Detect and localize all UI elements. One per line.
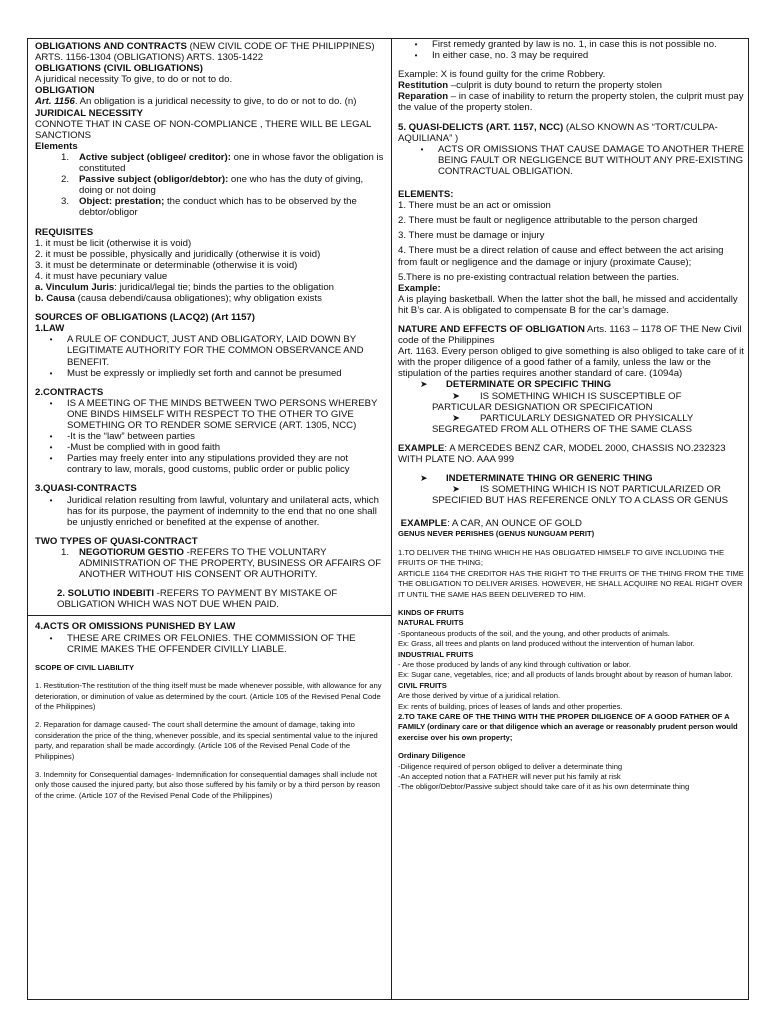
list-item (57, 152, 385, 174)
natural-2: Ex: Grass, all trees and plants on land produced without the intervention of human labor. (398, 639, 695, 649)
reparation (398, 91, 744, 113)
example-gold-text: : A CAR, AN OUNCE OF GOLD (447, 518, 582, 530)
natural-heading: NATURAL FRUITS (398, 618, 464, 628)
list-text (79, 174, 385, 196)
restitution (398, 80, 744, 91)
bullet-text: Parties may freely enter into any stipulations provided they are not contrary to law, morals, good customs, public order or public policy (67, 453, 350, 476)
juridical-necessity-heading: JURIDICAL NECESSITY (35, 107, 144, 119)
element-item: 5.There is no pre-existing contractual relation between the parties. (398, 271, 680, 283)
juridical-definition: A juridical necessity To give, to do or not to do. (35, 74, 233, 86)
art-1163: Art. 1163. Every person obliged to give something is also obliged to take care of it with the proper diligence of a good father of a family, unless the law or the stipulation of the parties requires another standard of care. (1094a) (398, 346, 744, 380)
industrial-heading: INDUSTRIAL FRUITS (398, 649, 474, 659)
example-basketball: A is playing basketball. When the latter shot the ball, he missed and accidentally hit B’s car. A is obligated to compensate B for the car’s damage. (398, 293, 738, 316)
intro-paragraph (35, 41, 385, 63)
quasi-delicts (398, 122, 744, 144)
intro-title: OBLIGATIONS AND CONTRACTS (35, 41, 187, 52)
restitution-label: Restitution (398, 80, 449, 92)
bullet-item (35, 633, 385, 655)
ordinary-heading: Ordinary Diligence (398, 751, 466, 761)
nature-effects (398, 324, 744, 346)
intro-paren2: (OBLIGATIONS) ARTS. 1305-1422 (113, 52, 264, 64)
elements-heading: Elements (35, 140, 78, 152)
requisite-item: 1. it must be licit (otherwise it is void) (35, 237, 192, 249)
bullet-icon: • (49, 432, 53, 442)
bullet-text: Juridical relation resulting from lawful, voluntary and unilateral acts, which has for its purpose, the payment of indemnity to the end that no one shall be unjustly enriched or benefited at the expense of another. (67, 494, 379, 528)
industrial-2: Ex: Sugar cane, vegetables, rice; and all products of lands brought about by reason of human labor. (398, 670, 733, 680)
contracts-heading: 2.CONTRACTS (35, 386, 104, 398)
reparation-label: Reparation (398, 91, 449, 103)
vinculum-juris (35, 282, 385, 293)
example-car-label: EXAMPLE (398, 442, 445, 454)
list-label: Passive subject (obligor/debtor): (79, 174, 229, 186)
solutio-indebiti (35, 588, 385, 610)
bullet-item (398, 39, 744, 50)
quasi-contracts-heading: 3.QUASI-CONTRACTS (35, 483, 137, 495)
section-divider (28, 615, 391, 616)
elements-heading: ELEMENTS: (398, 189, 454, 201)
list-number: 1. (61, 151, 70, 163)
civil-heading: CIVIL FRUITS (398, 680, 447, 690)
list-text (79, 196, 385, 218)
reparation-text: – in case of inability to return the property stolen, the culprit must pay the value of the property stolen. (398, 91, 744, 114)
example-crime: Example: X is found guilty for the crime Robbery. (398, 69, 606, 81)
vinculum-label: a. Vinculum Juris (35, 281, 115, 293)
determinate-heading: DETERMINATE OR SPECIFIC THING (446, 379, 612, 391)
civil-obligations-heading: OBLIGATIONS (CIVIL OBLIGATIONS) (35, 63, 203, 75)
acts-heading: 4.ACTS OR OMISSIONS PUNISHED BY LAW (35, 621, 236, 633)
list-label: Active subject (obligee/ creditor): (79, 151, 231, 163)
law-heading: 1.LAW (35, 323, 65, 335)
example-heading: Example: (398, 282, 441, 294)
genus-heading: GENUS NEVER PERISHES (GENUS NUNGUAM PERIT) (398, 529, 595, 539)
list-number: 3. (61, 196, 70, 208)
arrow-icon: ➤ (420, 379, 428, 390)
natural-1: -Spontaneous products of the soil, and the young, and other products of animals. (398, 628, 670, 638)
nature-heading: NATURE AND EFFECTS OF OBLIGATION (398, 323, 585, 335)
determinate-b2 (398, 413, 744, 435)
causa (35, 293, 385, 304)
elements-list (35, 152, 385, 219)
causa-text: (causa debendi/causa obligationes); why obligation exists (75, 293, 322, 305)
list-item (57, 174, 385, 196)
bullet-text: In either case, no. 3 may be required (432, 50, 589, 62)
solutio-label: 2. SOLUTIO INDEBITI (57, 588, 155, 600)
art-1156-label: Art. 1156 (35, 96, 75, 108)
quasi-delicts-heading: 5. QUASI-DELICTS (ART. 1157, NCC) (398, 121, 564, 133)
art-1156 (35, 96, 385, 107)
element-item: 4. There must be a direct relation of cause and effect between the act arising from fault or negligence and the damage or injury (proximate Cause); (398, 245, 724, 268)
requisite-item: 2. it must be possible, physically and juridically (otherwise it is void) (35, 248, 321, 260)
element-item: 2. There must be fault or negligence attributable to the person charged (398, 215, 698, 227)
element-item: 3. There must be damage or injury (398, 230, 545, 242)
document-page (27, 38, 749, 1000)
scope-heading: SCOPE OF CIVIL LIABILITY (35, 662, 135, 672)
scope-item: 3. Indemnity for Consequential damages- Indemnification for consequential damages shall include not only those caused the injured party, but also those suffered by his family or by a third person by reason of the crime. (Article 107 of the Revised Penal Code of the Philippines) (35, 769, 381, 800)
kinds-heading: KINDS OF FRUITS (398, 607, 464, 617)
bullet-icon: • (49, 398, 53, 408)
negotiorum-text: -REFERS TO THE VOLUNTARY ADMINISTRATION OF THE PROPERTY, BUSINESS OR AFFAIRS OF ANOTHER WITHOUT HIS CONSENT OR AUTHORITY. (79, 546, 382, 581)
example-gold (398, 518, 744, 529)
determinate-b2-text: PARTICULARLY DESIGNATED OR PHYSICALLY SEGREGATED FROM ALL OTHERS OF THE SAME CLASS (432, 412, 694, 435)
arrow-item (398, 473, 744, 484)
left-column (28, 39, 392, 999)
bullet-text: -Must be complied with in good faith (67, 442, 221, 454)
deliver-1: 1.TO DELIVER THE THING WHICH HE HAS OBLIGATED HIMSELF TO GIVE INCLUDING THE FRUITS OF THE THING; (398, 547, 725, 568)
juridical-necessity-text: CONNOTE THAT IN CASE OF NON-COMPLIANCE , THERE WILL BE LEGAL SANCTIONS (35, 118, 372, 141)
bullet-text: -It is the “law” between parties (67, 431, 195, 443)
list-item (35, 547, 385, 580)
example-car-text: : A MERCEDES BENZ CAR, MODEL 2000, CHASSIS NO.232323 WITH PLATE NO. AAA 999 (398, 442, 726, 465)
element-item: 1. There must be an act or omission (398, 200, 551, 212)
list-number: 1. (61, 546, 70, 558)
bullet-icon: • (49, 633, 53, 643)
art-1156-text: . An obligation is a juridical necessity to give, to do or not to do. (n) (74, 96, 357, 108)
list-text (79, 547, 385, 580)
bullet-item (35, 453, 385, 475)
deliver-article: ARTICLE 1164 THE CREDITOR HAS THE RIGHT TO THE FRUITS OF THE THING FROM THE TIME THE OBLIGATION TO DELIVER ARISES. HOWEVER, HE SHALL ACQUIRE NO REAL RIGHT OVER IT UNTIL THE SAME HAS BEEN DELIVERED TO HIM. (398, 568, 744, 599)
bullet-icon: • (49, 368, 53, 378)
scope-item: 1. Restitution-The restitution of the thing itself must be made whenever possible, with allowance for any deterioration, or diminution of value as determined by the court. (Article 105 of the Revised Penal Code of the Philippines) (35, 681, 382, 711)
bullet-item (35, 442, 385, 453)
arrow-icon: ➤ (451, 484, 461, 496)
take-care: 2.TO TAKE CARE OF THE THING WITH THE PROPER DILIGENCE OF A GOOD FATHER OF A FAMILY (ordinary care or that diligence which an average or reasonably prudent person would exercise over his own property; (398, 711, 738, 742)
civil-1: Are those derived by virtue of a juridical relation. (398, 691, 561, 701)
bullet-icon: • (49, 454, 53, 464)
intro-paren: (NEW CIVIL CODE OF THE PHILIPPINES) ARTS. 1156-1304 (35, 41, 375, 64)
nature-text: Arts. 1163 – 1178 OF THE New Civil code of the Philippines (398, 323, 742, 347)
bullet-text: A RULE OF CONDUCT, JUST AND OBLIGATORY, LAID DOWN BY LEGITIMATE AUTHORITY FOR THE COMMON OBSERVANCE AND BENEFIT. (67, 334, 364, 368)
determinate-b1 (398, 391, 744, 413)
ordinary-3: -The obligor/Debtor/Passive subject should take care of it as his own determinate thing (398, 782, 690, 792)
list-desc: one in whose favor the obligation is constituted (79, 151, 384, 175)
bullet-text: IS A MEETING OF THE MINDS BETWEEN TWO PERSONS WHEREBY ONE BINDS HIMSELF WITH RESPECT TO THE OTHER TO GIVE SOMETHING OR TO RENDER SOME SERVICE (ART. 1305, NCC) (67, 397, 378, 431)
bullet-item (398, 50, 744, 61)
sources-heading: SOURCES OF OBLIGATIONS (LACQ2) (Art 1157) (35, 312, 255, 324)
bullet-text: THESE ARE CRIMES OR FELONIES. THE COMMISSION OF THE CRIME MAKES THE OFFENDER CIVILLY LIABLE. (67, 632, 356, 655)
arrow-icon: ➤ (451, 412, 461, 424)
bullet-item (35, 368, 385, 379)
bullet-item (398, 144, 744, 177)
bullet-icon: • (49, 443, 53, 453)
list-item (57, 196, 385, 218)
indeterminate-b1 (398, 484, 744, 506)
solutio-text: -REFERS TO PAYMENT BY MISTAKE OF OBLIGATION WHICH WAS NOT DUE WHEN PAID. (57, 588, 338, 611)
causa-label: b. Causa (35, 293, 75, 305)
ordinary-1: -Diligence required of person obliged to deliver a determinate thing (398, 761, 623, 771)
example-car (398, 443, 744, 465)
indeterminate-heading: INDETERMINATE THING OR GENERIC THING (446, 473, 653, 485)
bullet-item (35, 398, 385, 431)
obligation-heading: OBLIGATION (35, 85, 95, 97)
bullet-text: ACTS OR OMISSIONS THAT CAUSE DAMAGE TO ANOTHER THERE BEING FAULT OR NEGLIGENCE BUT WITHOUT ANY PRE-EXISTING CONTRACTUAL OBLIGATION. (438, 143, 744, 177)
bullet-item (35, 431, 385, 442)
indeterminate-b1-text: IS SOMETHING WHICH IS NOT PARTICULARIZED OR SPECIFIED BUT HAS REFERENCE ONLY TO A CLASS OR GENUS (432, 484, 729, 507)
right-column (392, 39, 748, 999)
example-gold-label: EXAMPLE (400, 518, 448, 530)
arrow-icon: ➤ (420, 473, 428, 484)
list-text (79, 152, 385, 174)
requisite-item: 3. it must be determinate or determinable (otherwise it is void) (35, 259, 298, 271)
two-types-heading: TWO TYPES OF QUASI-CONTRACT (35, 535, 198, 547)
requisite-item: 4. it must have pecuniary value (35, 270, 168, 282)
vinculum-text: : juridical/legal tie; binds the parties to the obligation (114, 281, 334, 293)
bullet-text: Must be expressly or impliedly set forth and cannot be presumed (67, 367, 342, 379)
requisites-heading: REQUISITES (35, 226, 94, 238)
bullet-item (35, 334, 385, 367)
ordinary-2: -An accepted notion that a FATHER will never put his family at risk (398, 772, 621, 781)
bullet-icon: • (414, 51, 418, 61)
list-desc: one who has the duty of giving, doing or not doing (79, 174, 364, 197)
quasi-delicts-aka: (ALSO KNOWN AS “TORT/CULPA-AQUILIANA” ) (398, 121, 718, 144)
civil-2: Ex: rents of building, prices of leases of lands and other properties. (398, 701, 623, 711)
bullet-text: First remedy granted by law is no. 1, in case this is not possible no. (432, 39, 717, 50)
bullet-icon: • (420, 144, 424, 154)
list-number: 2. (61, 174, 70, 186)
list-label: Object: prestation; (79, 196, 165, 208)
arrow-icon: ➤ (451, 390, 461, 402)
arrow-item (398, 379, 744, 390)
list-desc: the conduct which has to be observed by the debtor/obligor (79, 196, 357, 219)
restitution-text: –culprit is duty bound to return the property stolen (448, 80, 662, 92)
bullet-icon: • (49, 335, 53, 345)
industrial-1: - Are those produced by lands of any kind through cultivation or labor. (398, 659, 632, 669)
bullet-item (35, 495, 385, 528)
determinate-b1-text: IS SOMETHING WHICH IS SUSCEPTIBLE OF PARTICULAR DESIGNATION OR SPECIFICATION (432, 390, 682, 413)
bullet-icon: • (49, 495, 53, 505)
scope-item: 2. Reparation for damage caused- The court shall determine the amount of damage, taking into consideration the price of the thing, whenever possible, and its special sentimental value to the injured party, and reparation shall be made accordingly. (Article 106 of the Revised Penal Code of the Philippines) (35, 720, 378, 761)
bullet-icon: • (414, 40, 418, 49)
negotiorum-label: NEGOTIORUM GESTIO (79, 546, 185, 558)
